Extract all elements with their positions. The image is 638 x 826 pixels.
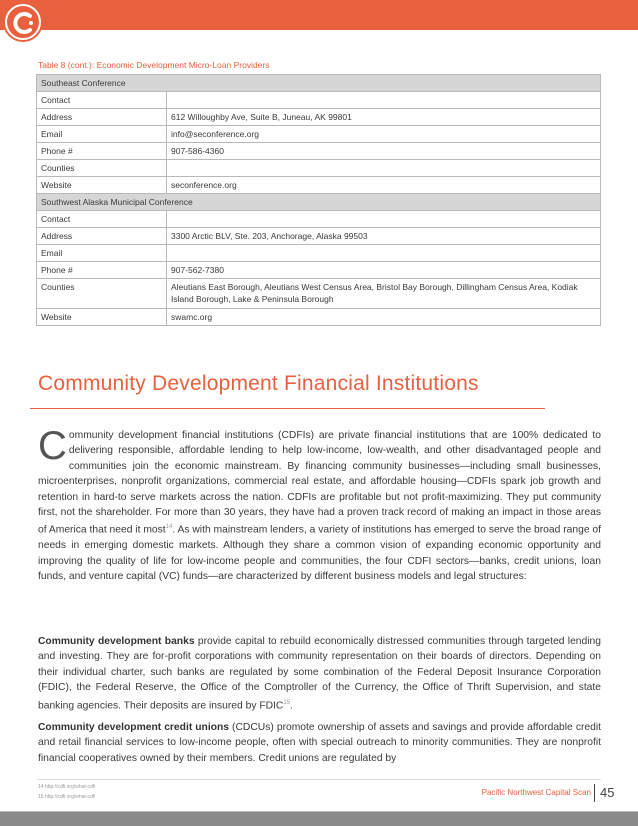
row-value — [167, 160, 601, 177]
intro-text: ommunity development financial institutions (CDFIs) are private financial institutions that are 100% dedicated to delivering responsible, affordable lending to help low-income, low-wealth, and other disadvantaged people and communities join the economic mainstream. By financing community businesses—including small businesses, microenterprises, nonprofit organizations, commercial real estate, and affordable housing—CDFIs spark job growth and retention in hard-to serve markets across the nation. CDFIs are profitable but not profit-maximizing. They put community first, not the shareholder. For more than 30 years, they have had a proven track record of making an impact in those areas of America that need it most — [38, 430, 601, 536]
table-row — [37, 92, 601, 109]
row-label: Website — [37, 309, 167, 326]
row-value: 907-562-7380 — [167, 262, 601, 279]
row-label: Phone # — [37, 143, 167, 160]
table-row — [37, 228, 601, 245]
row-label: Contact — [37, 211, 167, 228]
footnotes — [38, 782, 95, 802]
row-label: Address — [37, 228, 167, 245]
table-row — [37, 109, 601, 126]
footer-publication-title: Pacific Northwest Capital Scan — [481, 788, 591, 797]
banks-text: provide capital to rebuild economically distressed communities through targeted lending and investing. They are for-profit corporations with community representation on their boards of directors. Depending on their individual charter, such banks are regulated by some combination of the Federal Deposit Insurance Corporation (FDIC), the Federal Reserve, the Office of the Comptroller of the Currency, the Office of Thrift Supervision, and state banking agencies. Their deposits are insured by FDIC — [38, 636, 601, 712]
row-label: Counties — [37, 279, 167, 309]
logo-icon — [5, 4, 41, 40]
heading-underline — [30, 408, 545, 409]
footnote-ref: 14 — [165, 524, 173, 531]
row-value: 612 Willoughby Ave, Suite B, Juneau, AK 99801 — [167, 109, 601, 126]
row-value: 907-586-4360 — [167, 143, 601, 160]
table-section-header: Southwest Alaska Municipal Conference — [37, 194, 601, 211]
row-value — [167, 245, 601, 262]
micro-loan-table — [36, 74, 601, 326]
row-label: Email — [37, 126, 167, 143]
intro-paragraph — [38, 424, 602, 584]
top-banner — [0, 0, 638, 30]
table-row — [37, 262, 601, 279]
row-value: 3300 Arctic BLV, Ste. 203, Anchorage, Alaska 99503 — [167, 228, 601, 245]
row-label: Phone # — [37, 262, 167, 279]
row-value: swamc.org — [167, 309, 601, 326]
table-row — [37, 160, 601, 177]
banks-text-end: . — [290, 700, 293, 712]
footnote-divider — [38, 779, 601, 780]
table-row — [37, 309, 601, 326]
table-row — [37, 245, 601, 262]
table-row — [37, 279, 601, 309]
row-label: Email — [37, 245, 167, 262]
table-section-header: Southeast Conference — [37, 75, 601, 92]
footnote: 14 http://cdfi.org/what-cdfi — [38, 784, 96, 790]
bottom-banner — [0, 812, 638, 826]
row-label: Contact — [37, 92, 167, 109]
credit-unions-term: Community development credit unions — [38, 722, 230, 733]
drop-cap: C — [38, 424, 67, 468]
banks-paragraph — [38, 634, 601, 713]
row-value: Aleutians East Borough, Aleutians West Census Area, Bristol Bay Borough, Dillingham Census Area, Kodiak Island Borough, Lake & Peninsula Borough — [167, 279, 601, 309]
row-value: info@seconference.org — [167, 126, 601, 143]
intro-text-cont: . As with mainstream lenders, a variety of institutions has emerged to serve the broad range of needs in emerging domestic markets. Although they share a common vision of expanding economic opportunity and improving the quality of life for low-income people and communities, the four CDFI sectors—banks, credit unions, loan funds, and venture capital (VC) funds—are characterized by different business models and legal structures: — [38, 524, 602, 583]
page-number: 45 — [600, 785, 615, 800]
footnote-ref: 15 — [283, 699, 291, 706]
section-heading: Community Development Financial Institutions — [38, 372, 479, 395]
row-value — [167, 211, 601, 228]
credit-unions-paragraph — [38, 720, 601, 766]
banks-term: Community development banks — [38, 636, 195, 647]
credit-unions-text: (CDCUs) promote ownership of assets and savings and provide affordable credit and retail financial services to low-income people, often with special outreach to minority communities. They are nonprofit financial cooperatives owned by their members. Credit unions are regulated by — [38, 722, 601, 764]
row-value: seconference.org — [167, 177, 601, 194]
row-label: Counties — [37, 160, 167, 177]
row-value — [167, 92, 601, 109]
footnote: 15 http://cdfi.org/what-cdfi — [38, 794, 96, 800]
row-label: Address — [37, 109, 167, 126]
row-label: Website — [37, 177, 167, 194]
footer-divider — [594, 784, 595, 802]
table-row — [37, 143, 601, 160]
table-row — [37, 126, 601, 143]
table-caption: Table 8 (cont.): Economic Development Micro-Loan Providers — [38, 60, 270, 70]
table-row — [37, 211, 601, 228]
table-row — [37, 177, 601, 194]
